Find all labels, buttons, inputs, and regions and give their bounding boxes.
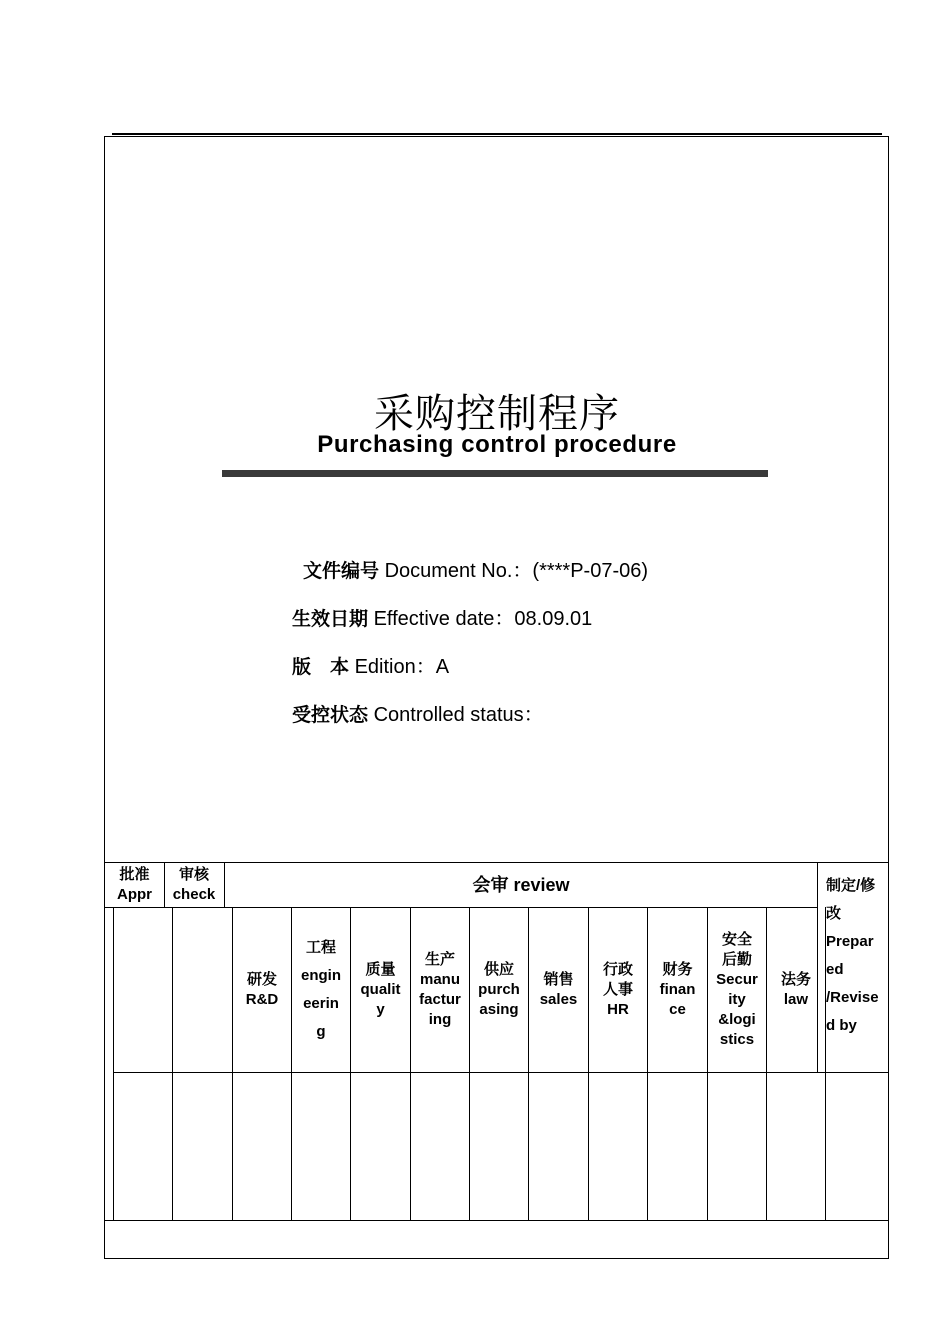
department-header-label: 质量 qualit y bbox=[360, 961, 401, 1018]
title-english: Purchasing control procedure bbox=[317, 431, 677, 458]
department-header-5 bbox=[529, 908, 588, 1072]
check-header bbox=[165, 863, 223, 907]
department-header-6 bbox=[589, 908, 647, 1072]
controlled-status-label-en: Controlled status： bbox=[373, 704, 544, 726]
frame-right-line bbox=[888, 136, 889, 1259]
department-header-label: 工程 engin eerin g bbox=[301, 939, 341, 1040]
document-number-value: (****P-07-06) bbox=[532, 560, 649, 582]
effective-date-value: 08.09.01 bbox=[514, 608, 593, 630]
title-chinese: 采购控制程序 bbox=[374, 391, 620, 437]
document-number-label-cn: 文件编号 bbox=[303, 560, 380, 582]
signature-row-bottom-line bbox=[104, 1220, 889, 1221]
department-header-label: 生产 manu factur ing bbox=[419, 951, 461, 1028]
effective-date-label-en: Effective date： bbox=[373, 608, 515, 630]
document-number-line bbox=[303, 554, 648, 583]
edition-label-cn: 版 本 bbox=[292, 656, 350, 678]
department-header-label: 安全 后勤 Secur ity &logi stics bbox=[716, 931, 758, 1048]
department-header-2 bbox=[351, 908, 410, 1072]
department-header-4 bbox=[470, 908, 528, 1072]
prepared-by-header: 制定/修 改 Prepar ed /Revise d by bbox=[826, 877, 879, 1034]
frame-top-inner-line bbox=[104, 136, 889, 137]
controlled-status-line bbox=[292, 698, 544, 727]
department-header-9 bbox=[767, 908, 825, 1072]
column-line-1 bbox=[172, 907, 173, 1220]
document-number-label-en: Document No.： bbox=[384, 560, 533, 582]
effective-date-line bbox=[292, 602, 592, 631]
header-row-bottom-line bbox=[113, 1072, 889, 1073]
approve-header bbox=[105, 863, 164, 907]
controlled-status-label-cn: 受控状态 bbox=[292, 704, 369, 726]
frame-top-line bbox=[112, 133, 882, 135]
effective-date-label-cn: 生效日期 bbox=[292, 608, 369, 630]
review-header bbox=[224, 863, 818, 907]
table-bottom-line bbox=[104, 1258, 889, 1259]
edition-line bbox=[292, 650, 449, 679]
frame-left-line bbox=[104, 136, 105, 1259]
check-header-label: 审核 check bbox=[172, 866, 216, 903]
review-header-label: 会审 review bbox=[472, 875, 570, 895]
edition-value: A bbox=[435, 656, 450, 678]
department-header-label: 销售 sales bbox=[539, 971, 578, 1008]
department-header-0 bbox=[233, 908, 291, 1072]
department-header-label: 供应 purch asing bbox=[478, 961, 520, 1018]
approve-check-bottom-line bbox=[104, 907, 225, 908]
department-header-8 bbox=[708, 908, 766, 1072]
department-header-label: 法务 law bbox=[780, 971, 811, 1008]
column-line-0 bbox=[113, 907, 114, 1220]
approve-header-label: 批准 Appr bbox=[117, 866, 152, 903]
department-header-label: 行政 人事 HR bbox=[602, 961, 633, 1018]
department-header-label: 研发 R&D bbox=[245, 971, 279, 1008]
department-header-1 bbox=[292, 908, 350, 1072]
department-header-7 bbox=[648, 908, 707, 1072]
title-underline-bar bbox=[222, 470, 768, 477]
edition-label-en: Edition： bbox=[354, 656, 436, 678]
department-header-label: 财务 finan ce bbox=[659, 961, 696, 1018]
department-header-3 bbox=[411, 908, 469, 1072]
